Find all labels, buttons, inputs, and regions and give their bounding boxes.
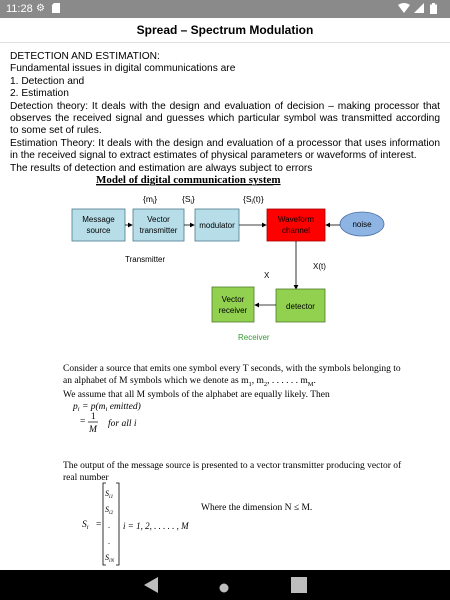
receiver-label: Receiver <box>238 333 270 342</box>
wifi-icon <box>398 3 410 16</box>
svg-text:detector: detector <box>286 302 315 311</box>
recents-icon[interactable] <box>291 577 307 598</box>
source-paragraph: Consider a source that emits one symbol every T seconds, with the symbols belonging to an alphabet of M symbols which we denote as $m_1$, $m_2$, . . . . . . $m_M$. We assume that all M symbols of the alphabet are equally likely. Then <box>63 364 401 400</box>
svg-text:SiN: $S_{iN}$ <box>105 553 115 564</box>
list-item: 2. Estimation <box>10 88 69 100</box>
svg-text:modulator: modulator <box>199 221 235 230</box>
results-line: The results of detection and estimation are always subject to errors <box>10 162 313 174</box>
gear-icon: ⚙ <box>36 3 45 14</box>
svg-text:{mi}: $\{m_i\}$ <box>143 194 158 206</box>
svg-text:{Si}: $\{S_i\}$ <box>182 194 195 206</box>
svg-text:{Si(t)}: $\{S_i(t)\}$ <box>243 194 264 206</box>
vector-paragraph: The output of the message source is presented to a vector transmitter producing vector of real number <box>63 461 402 483</box>
svg-text:=: = <box>96 520 102 530</box>
svg-text:i = 1, 2, . . . . . , M: i = 1, 2, . . . . . , M <box>123 521 189 531</box>
battery-icon <box>430 3 437 17</box>
app-title-bar <box>0 18 450 43</box>
page-title: Spread – Spectrum Modulation <box>136 23 314 37</box>
estimation-paragraph: Estimation Theory: It deals with the design and evaluation of a processor that uses information in the received signal to extract estimates of physical parameters or waveforms of interest. <box>10 137 440 162</box>
status-bar <box>0 0 450 18</box>
svg-text:Where the dimension N ≤ M.: Where the dimension N ≤ M. <box>201 503 313 513</box>
svg-text:receiver: receiver <box>218 306 248 315</box>
sd-card-icon <box>52 3 60 16</box>
svg-text:noise: noise <box>352 220 372 229</box>
svg-text:for all i: for all i <box>108 419 137 429</box>
vector-equation <box>0 43 450 570</box>
diagram-title: Model of digital communication system <box>96 174 281 186</box>
svg-text:channel: channel <box>281 226 311 235</box>
intro-line: Fundamental issues in digital communications are <box>10 63 236 75</box>
detection-paragraph: Detection theory: It deals with the design and evaluation of decision – making processor that observes the received signal and guesses which particular symbol was transmitted according to some set of rules. <box>10 100 440 137</box>
svg-text:.: . <box>108 521 110 530</box>
signal-icon <box>414 3 424 16</box>
home-icon[interactable] <box>219 580 229 598</box>
svg-text:X(t): X(t) <box>313 262 326 271</box>
status-time: 11:28 <box>6 3 33 15</box>
svg-text:=: = <box>80 417 86 427</box>
svg-text:Message: Message <box>82 215 115 224</box>
svg-text:Vector: Vector <box>147 215 170 224</box>
svg-text:1: 1 <box>91 412 96 422</box>
svg-text:Si2: $S_{i2}$ <box>105 505 114 516</box>
list-item: 1. Detection and <box>10 75 85 87</box>
svg-text:M: M <box>89 425 97 435</box>
svg-text:Vector: Vector <box>221 295 245 304</box>
svg-text:X: X <box>264 271 270 280</box>
svg-text:transmitter: transmitter <box>139 226 178 235</box>
back-icon[interactable] <box>142 576 160 599</box>
svg-text:Si: $S_i$ <box>82 520 89 531</box>
svg-text:source: source <box>86 226 111 235</box>
transmitter-label: Transmitter <box>125 255 166 264</box>
svg-text:Si1: $S_{i1}$ <box>105 489 114 500</box>
navigation-bar <box>0 570 450 600</box>
document-content[interactable] <box>0 43 450 570</box>
svg-text:pi = p(mi emitted): $p_i = p(m_i$ emitted) <box>73 402 141 413</box>
svg-text:Waveform: Waveform <box>277 215 315 224</box>
svg-text:.: . <box>108 537 110 546</box>
section-heading: DETECTION AND ESTIMATION: <box>10 51 160 62</box>
